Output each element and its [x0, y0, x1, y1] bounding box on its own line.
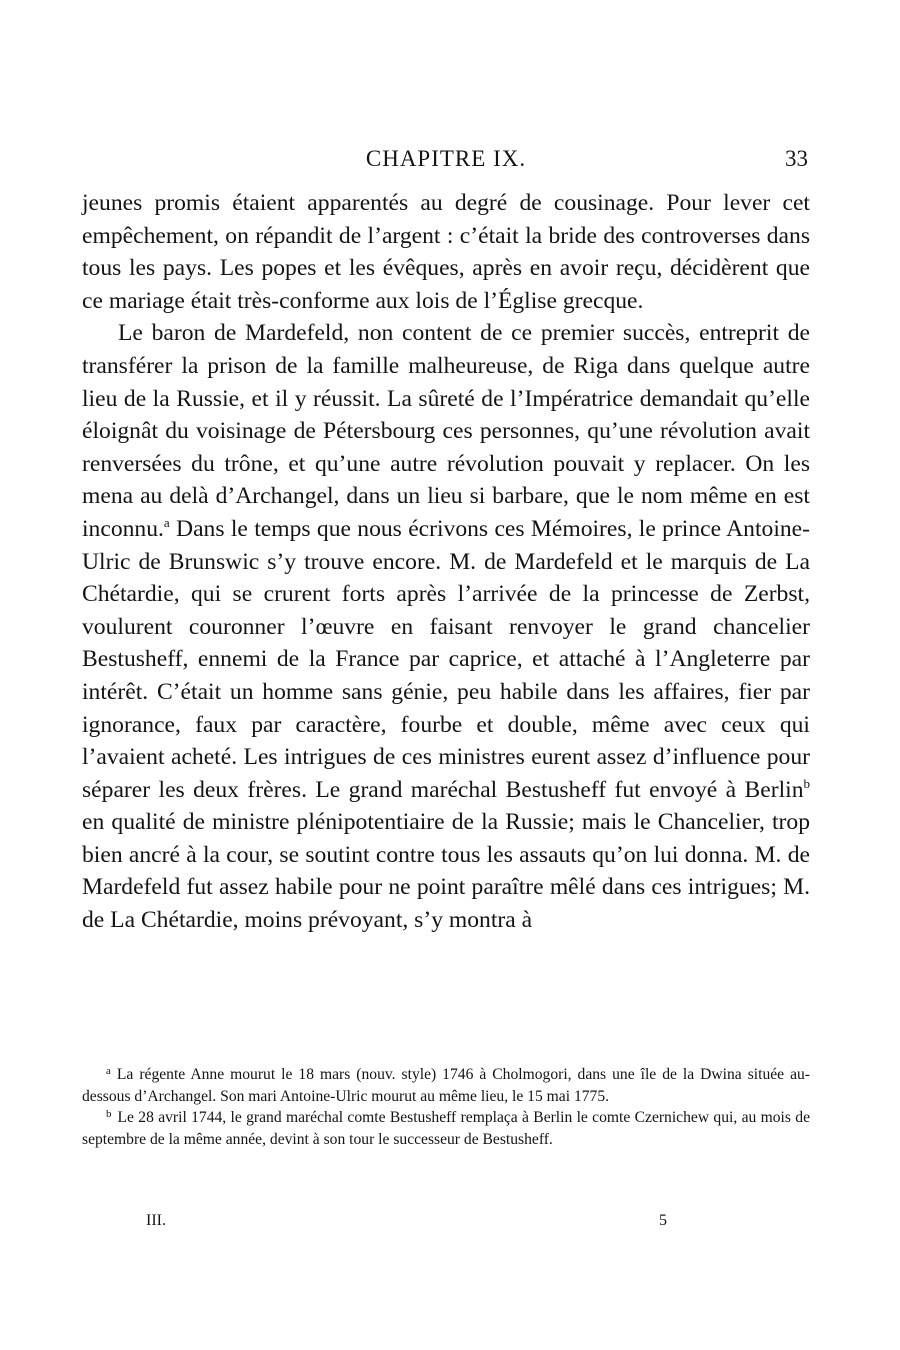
paragraph-1: jeunes promis étaient apparentés au degré de cousinage. Pour lever cet empêchement, on répandit de l’argent : c’était la bride des controverses dans tous les pays. Les popes et les évêques, après en avoir reçu, décidèrent que ce mariage était très-conforme aux lois de l’Église grecque.: [82, 190, 810, 314]
footnote-a-text: La régente Anne mourut le 18 mars (nouv. style) 1746 à Cholmogori, dans une île de la Dwina située au-dessous d’Archangel. Son mari Antoine-Ulric mourut au même lieu, le 15 mai 1775.: [82, 1066, 810, 1105]
footnote-b: [82, 1107, 810, 1150]
footnotes: [82, 1064, 810, 1150]
paragraph-2-part-a: Le baron de Mardefeld, non content de ce premier succès, entreprit de transférer la prison de la famille malheureuse, de Riga dans quelque autre lieu de la Russie, et il y réussit. La sûreté de l’Impératrice demandait qu’elle éloignât du voisinage de Pétersbourg ces personnes, qu’une révolution avait renversées du trône, et qu’une autre révolution pouvait y replacer. On les mena au delà d’Archangel, dans un lieu si barbare, que le nom même en est inconnu.: [82, 320, 810, 542]
chapter-title: CHAPITRE IX.: [365, 146, 527, 171]
signature-mark: 5: [659, 1212, 667, 1229]
footnote-b-mark: b: [106, 1108, 112, 1121]
paragraph-2-part-b: Dans le temps que nous écrivons ces Mémoires, le prince Antoine-Ulric de Brunswic s’y trouve encore. M. de Mardefeld et le marquis de La Chétardie, qui se crurent forts après l’arrivée de la princesse de Zerbst, voulurent couronner l’œuvre en faisant renvoyer le grand chancelier Bestusheff, ennemi de la France par caprice, et attaché à l’Angleterre par intérêt. C’était un homme sans génie, peu habile dans les affaires, fier par ignorance, faux par caractère, fourbe et double, même avec ceux qui l’avaient acheté. Les intrigues de ces ministres eurent assez d’influence pour séparer les deux frères. Le grand maréchal Bestusheff fut envoyé à Berlin: [82, 515, 810, 803]
footnote-a: [82, 1064, 810, 1107]
footnote-a-mark: a: [106, 1065, 111, 1077]
volume-mark: III.: [146, 1212, 166, 1229]
footnote-ref-b[interactable]: b: [803, 775, 810, 791]
body-text: [82, 187, 810, 937]
footnote-b-text: Le 28 avril 1744, le grand maréchal comte Bestusheff remplaça à Berlin le comte Czernichew qui, au mois de septembre de la même année, devint à son tour le successeur de Bestusheff.: [82, 1109, 810, 1148]
footnote-ref-a[interactable]: a: [163, 514, 170, 530]
paragraph-2: [82, 317, 810, 936]
page-number: 33: [785, 146, 808, 171]
paragraph-2-part-c: en qualité de ministre plénipotentiaire de la Russie; mais le Chancelier, trop bien ancré à la cour, se soutint contre tous les assauts qu’on lui donna. M. de Mardefeld fut assez habile pour ne point paraître mêlé dans ces intrigues; M. de La Chétardie, moins prévoyant, s’y montra à: [82, 809, 810, 934]
running-head: [82, 146, 810, 180]
